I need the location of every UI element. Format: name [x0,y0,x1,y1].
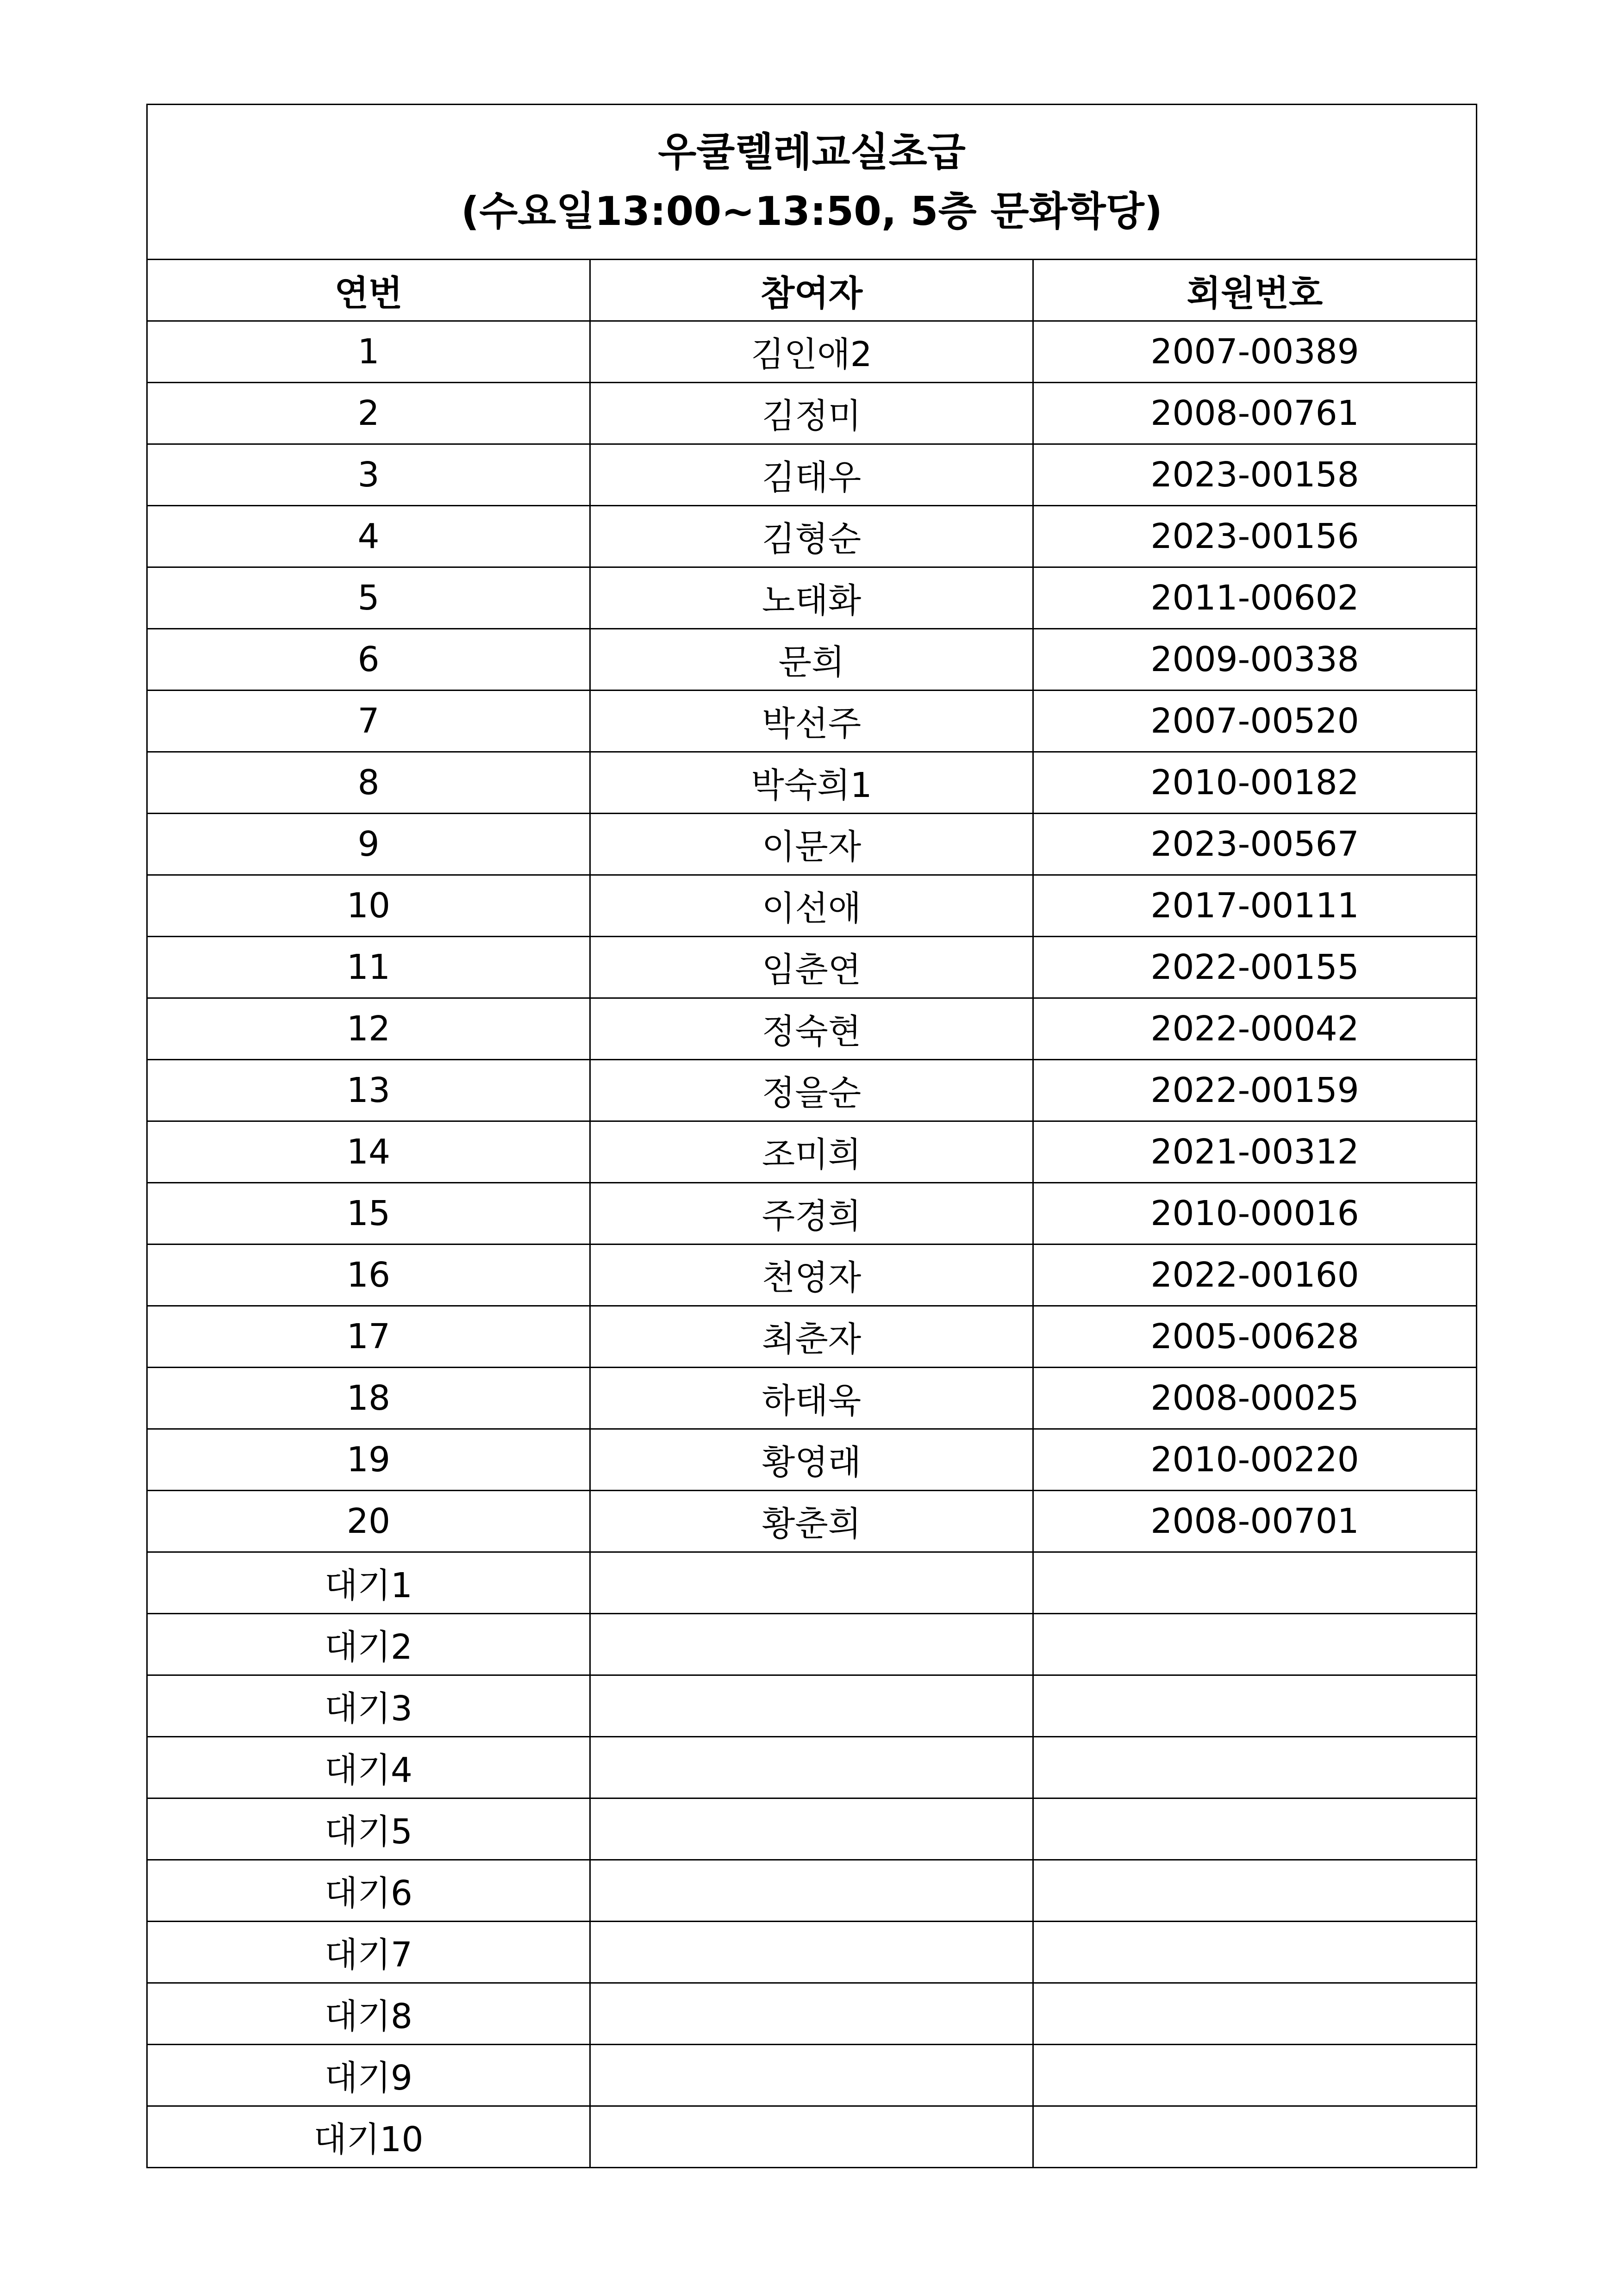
cell-member-id: 2022-00160 [1033,1244,1477,1306]
cell-number: 10 [147,875,590,937]
table-row [147,1860,1477,1922]
column-header-member-id: 회원번호 [1033,260,1477,321]
cell-number: 14 [147,1121,590,1183]
cell-member-id [1033,2106,1477,2168]
table-row [147,1983,1477,2045]
cell-participant [590,2045,1033,2106]
table-row [147,629,1477,691]
cell-number: 15 [147,1183,590,1244]
cell-participant: 김인애2 [590,321,1033,383]
cell-member-id: 2008-00761 [1033,383,1477,444]
cell-member-id [1033,1614,1477,1675]
cell-member-id: 2010-00182 [1033,752,1477,814]
cell-number: 1 [147,321,590,383]
cell-participant: 조미희 [590,1121,1033,1183]
table-row [147,1429,1477,1491]
table-row [147,321,1477,383]
cell-member-id [1033,1552,1477,1614]
cell-number: 17 [147,1306,590,1368]
cell-number: 대기2 [147,1614,590,1675]
cell-number: 18 [147,1368,590,1429]
cell-member-id: 2023-00567 [1033,814,1477,875]
cell-number: 11 [147,937,590,998]
cell-member-id: 2017-00111 [1033,875,1477,937]
cell-participant [590,1922,1033,1983]
table-row [147,937,1477,998]
cell-member-id [1033,2045,1477,2106]
cell-participant [590,1860,1033,1922]
cell-member-id: 2009-00338 [1033,629,1477,691]
table-row [147,383,1477,444]
table-row [147,1614,1477,1675]
cell-participant: 노태화 [590,567,1033,629]
cell-participant [590,1983,1033,2045]
table-row [147,998,1477,1060]
table-row [147,691,1477,752]
cell-number: 16 [147,1244,590,1306]
cell-participant: 정을순 [590,1060,1033,1121]
cell-participant [590,1614,1033,1675]
cell-number: 대기8 [147,1983,590,2045]
cell-participant: 김형순 [590,506,1033,567]
cell-member-id [1033,1798,1477,1860]
table-row [147,1552,1477,1614]
cell-number: 13 [147,1060,590,1121]
title-cell [147,105,1477,260]
table-row [147,444,1477,506]
cell-member-id: 2011-00602 [1033,567,1477,629]
cell-member-id: 2010-00016 [1033,1183,1477,1244]
cell-participant [590,1552,1033,1614]
cell-number: 20 [147,1491,590,1552]
cell-participant: 정숙현 [590,998,1033,1060]
cell-number: 6 [147,629,590,691]
cell-number: 대기6 [147,1860,590,1922]
table-row [147,875,1477,937]
cell-member-id: 2022-00155 [1033,937,1477,998]
cell-number: 대기4 [147,1737,590,1798]
roster-table [146,104,1477,2168]
cell-participant: 박선주 [590,691,1033,752]
table-row [147,1306,1477,1368]
table-row [147,1675,1477,1737]
table-row [147,1922,1477,1983]
table-row [147,1737,1477,1798]
cell-member-id: 2007-00389 [1033,321,1477,383]
cell-member-id [1033,1737,1477,1798]
cell-member-id: 2022-00159 [1033,1060,1477,1121]
cell-number: 19 [147,1429,590,1491]
cell-participant: 최춘자 [590,1306,1033,1368]
cell-number: 대기5 [147,1798,590,1860]
cell-number: 대기7 [147,1922,590,1983]
cell-member-id: 2008-00701 [1033,1491,1477,1552]
column-header-number: 연번 [147,260,590,321]
cell-participant [590,1798,1033,1860]
cell-participant: 황영래 [590,1429,1033,1491]
cell-participant [590,1737,1033,1798]
table-row [147,752,1477,814]
cell-member-id [1033,1860,1477,1922]
table-row [147,1368,1477,1429]
cell-number: 대기1 [147,1552,590,1614]
table-body [147,321,1477,2168]
cell-number: 8 [147,752,590,814]
table-row [147,1491,1477,1552]
cell-participant: 김정미 [590,383,1033,444]
cell-member-id [1033,1675,1477,1737]
cell-member-id [1033,1922,1477,1983]
cell-participant: 임춘연 [590,937,1033,998]
cell-number: 대기9 [147,2045,590,2106]
cell-number: 2 [147,383,590,444]
cell-participant: 천영자 [590,1244,1033,1306]
table-row [147,814,1477,875]
cell-member-id: 2005-00628 [1033,1306,1477,1368]
cell-number: 3 [147,444,590,506]
cell-participant: 이선애 [590,875,1033,937]
page-subtitle: (수요일13:00~13:50, 5층 문화학당) [461,188,1163,235]
cell-participant: 주경희 [590,1183,1033,1244]
table-row [147,1798,1477,1860]
cell-number: 7 [147,691,590,752]
cell-participant [590,2106,1033,2168]
table-row [147,567,1477,629]
cell-member-id: 2008-00025 [1033,1368,1477,1429]
table-row [147,2045,1477,2106]
table-row [147,506,1477,567]
cell-number: 5 [147,567,590,629]
cell-participant: 박숙희1 [590,752,1033,814]
cell-participant: 이문자 [590,814,1033,875]
cell-number: 대기10 [147,2106,590,2168]
cell-participant: 하태욱 [590,1368,1033,1429]
column-header-participant: 참여자 [590,260,1033,321]
cell-member-id: 2023-00156 [1033,506,1477,567]
cell-member-id: 2023-00158 [1033,444,1477,506]
table-row [147,1060,1477,1121]
cell-participant: 문희 [590,629,1033,691]
cell-number: 12 [147,998,590,1060]
cell-member-id: 2007-00520 [1033,691,1477,752]
table-row [147,2106,1477,2168]
cell-member-id [1033,1983,1477,2045]
cell-number: 4 [147,506,590,567]
cell-number: 9 [147,814,590,875]
header-row [147,260,1477,321]
cell-participant [590,1675,1033,1737]
table-row [147,1121,1477,1183]
cell-member-id: 2010-00220 [1033,1429,1477,1491]
cell-number: 대기3 [147,1675,590,1737]
cell-member-id: 2022-00042 [1033,998,1477,1060]
table-row [147,1183,1477,1244]
table-row [147,1244,1477,1306]
page-title: 우쿨렐레교실초급 [658,129,966,175]
cell-participant: 김태우 [590,444,1033,506]
cell-participant: 황춘희 [590,1491,1033,1552]
cell-member-id: 2021-00312 [1033,1121,1477,1183]
